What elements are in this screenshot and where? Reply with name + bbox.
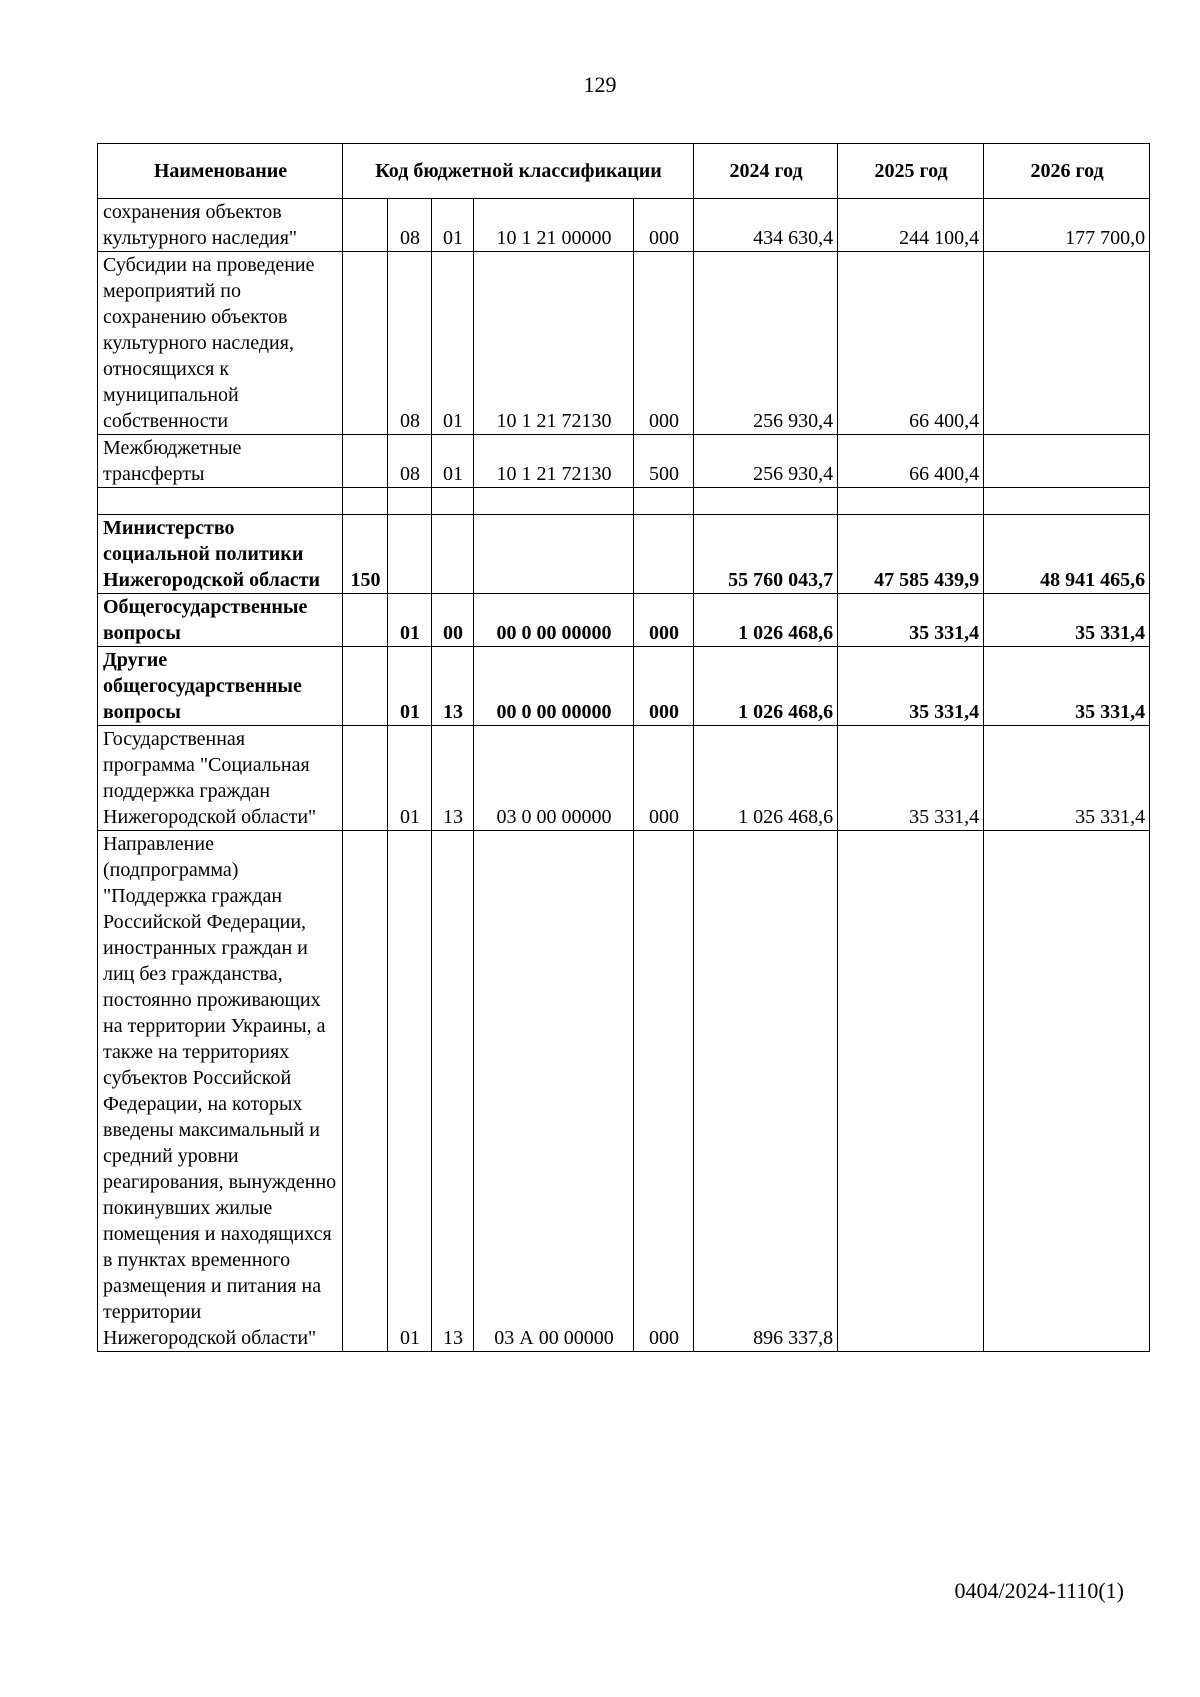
cell-subsection: 01 (432, 199, 474, 252)
cell-name: Другие общегосударственные вопросы (98, 647, 343, 726)
table-row (98, 726, 1150, 831)
table-row (98, 488, 1150, 515)
cell-2025: 35 331,4 (838, 726, 984, 831)
cell-2025: 244 100,4 (838, 199, 984, 252)
cell-admin-code (343, 726, 388, 831)
cell-subsection: 00 (432, 594, 474, 647)
table-row (98, 647, 1150, 726)
cell-subsection: 01 (432, 252, 474, 435)
cell-target-article: 03 0 00 00000 (474, 726, 634, 831)
cell-section: 08 (388, 252, 432, 435)
cell-2026 (984, 488, 1150, 515)
header-2024: 2024 год (694, 144, 838, 199)
cell-subsection (432, 515, 474, 594)
cell-2026: 35 331,4 (984, 726, 1150, 831)
cell-2025: 66 400,4 (838, 252, 984, 435)
table-row (98, 435, 1150, 488)
cell-section: 08 (388, 435, 432, 488)
cell-2025: 66 400,4 (838, 435, 984, 488)
table-row (98, 199, 1150, 252)
table-body (98, 199, 1150, 1352)
cell-2024: 1 026 468,6 (694, 647, 838, 726)
cell-target-article (474, 488, 634, 515)
cell-section: 08 (388, 199, 432, 252)
cell-name: Межбюджетные трансферты (98, 435, 343, 488)
cell-2026 (984, 831, 1150, 1352)
cell-admin-code (343, 435, 388, 488)
document-code: 0404/2024-1110(1) (954, 1578, 1124, 1603)
cell-target-article: 00 0 00 00000 (474, 647, 634, 726)
cell-name: сохранения объектов культурного наследия" (98, 199, 343, 252)
cell-section: 01 (388, 594, 432, 647)
cell-subsection: 13 (432, 726, 474, 831)
cell-name (98, 488, 343, 515)
cell-2026: 48 941 465,6 (984, 515, 1150, 594)
cell-2025: 35 331,4 (838, 647, 984, 726)
cell-section (388, 515, 432, 594)
cell-target-article (474, 515, 634, 594)
cell-admin-code (343, 831, 388, 1352)
cell-name: Министерство социальной политики Нижегородской области (98, 515, 343, 594)
cell-name: Государственная программа "Социальная поддержка граждан Нижегородской области" (98, 726, 343, 831)
cell-expense-type: 000 (634, 831, 694, 1352)
cell-expense-type: 000 (634, 647, 694, 726)
table-header-row (98, 144, 1150, 199)
cell-name: Направление (подпрограмма) "Поддержка граждан Российской Федерации, иностранных граждан и лиц без гражданства, постоянно проживающих на территории Украины, а также на территориях субъектов Российской Федерации, на которых введены максимальный и средний уровни реагирования, вынужденно покинувших жилые помещения и находящихся в пунктах временного размещения и питания на территории Нижегородской области" (98, 831, 343, 1352)
cell-2026: 35 331,4 (984, 647, 1150, 726)
cell-expense-type (634, 515, 694, 594)
cell-expense-type: 000 (634, 726, 694, 831)
cell-section: 01 (388, 647, 432, 726)
cell-2024 (694, 488, 838, 515)
table-row (98, 252, 1150, 435)
cell-expense-type: 000 (634, 252, 694, 435)
cell-admin-code (343, 647, 388, 726)
cell-expense-type: 500 (634, 435, 694, 488)
cell-2026: 35 331,4 (984, 594, 1150, 647)
cell-admin-code (343, 488, 388, 515)
cell-admin-code (343, 252, 388, 435)
cell-section: 01 (388, 831, 432, 1352)
cell-2025: 47 585 439,9 (838, 515, 984, 594)
budget-table (97, 143, 1150, 1352)
cell-name: Субсидии на проведение мероприятий по сохранению объектов культурного наследия, относящихся к муниципальной собственности (98, 252, 343, 435)
cell-expense-type: 000 (634, 594, 694, 647)
cell-expense-type (634, 488, 694, 515)
cell-2025: 35 331,4 (838, 594, 984, 647)
cell-2025 (838, 831, 984, 1352)
cell-target-article: 10 1 21 72130 (474, 435, 634, 488)
table-row (98, 515, 1150, 594)
cell-target-article: 03 А 00 00000 (474, 831, 634, 1352)
cell-subsection: 13 (432, 831, 474, 1352)
cell-admin-code: 150 (343, 515, 388, 594)
page-number: 129 (583, 72, 617, 97)
cell-2024: 256 930,4 (694, 435, 838, 488)
cell-name: Общегосударственные вопросы (98, 594, 343, 647)
header-2026: 2026 год (984, 144, 1150, 199)
cell-2026: 177 700,0 (984, 199, 1150, 252)
header-2025: 2025 год (838, 144, 984, 199)
cell-2024: 1 026 468,6 (694, 594, 838, 647)
header-code: Код бюджетной классификации (343, 144, 694, 199)
cell-2026 (984, 435, 1150, 488)
cell-target-article: 00 0 00 00000 (474, 594, 634, 647)
cell-section (388, 488, 432, 515)
cell-2024: 434 630,4 (694, 199, 838, 252)
cell-section: 01 (388, 726, 432, 831)
cell-admin-code (343, 199, 388, 252)
table-row (98, 594, 1150, 647)
cell-2024: 896 337,8 (694, 831, 838, 1352)
cell-2024: 55 760 043,7 (694, 515, 838, 594)
cell-admin-code (343, 594, 388, 647)
cell-2024: 1 026 468,6 (694, 726, 838, 831)
cell-subsection (432, 488, 474, 515)
cell-target-article: 10 1 21 00000 (474, 199, 634, 252)
table-row (98, 831, 1150, 1352)
cell-2026 (984, 252, 1150, 435)
cell-target-article: 10 1 21 72130 (474, 252, 634, 435)
header-name: Наименование (98, 144, 343, 199)
cell-2025 (838, 488, 984, 515)
cell-subsection: 13 (432, 647, 474, 726)
cell-subsection: 01 (432, 435, 474, 488)
cell-2024: 256 930,4 (694, 252, 838, 435)
cell-expense-type: 000 (634, 199, 694, 252)
